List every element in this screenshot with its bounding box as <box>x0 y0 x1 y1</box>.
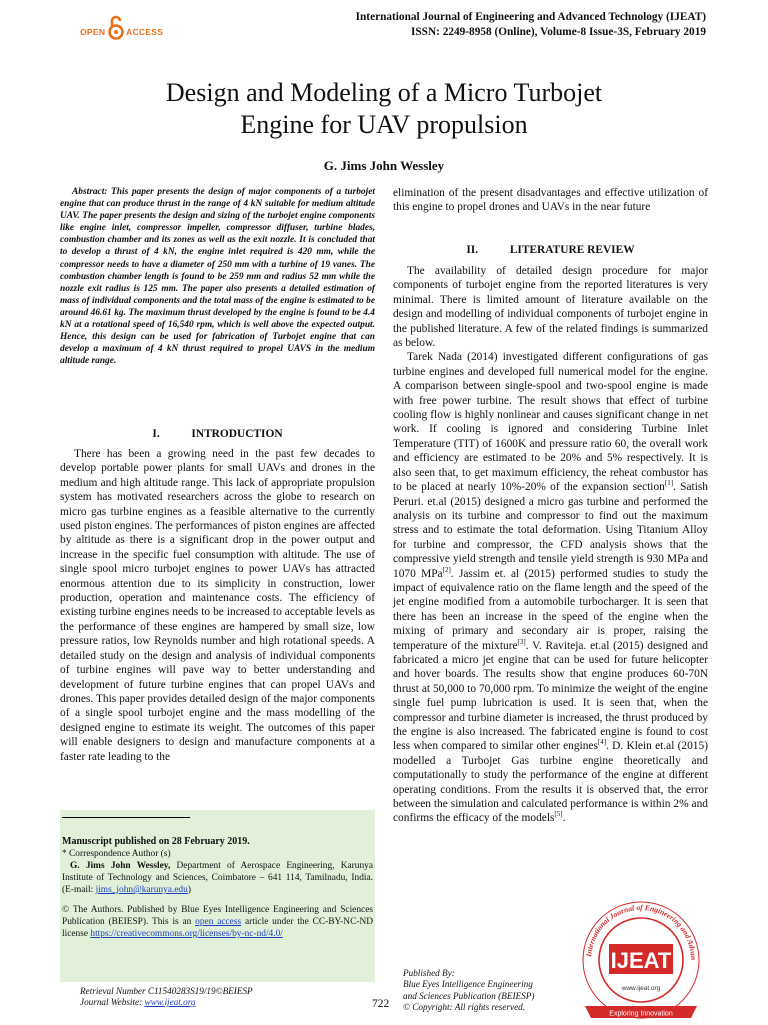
citation-ref: [3] <box>517 637 526 646</box>
website-link[interactable]: www.ijeat.org <box>144 997 196 1008</box>
abstract: Abstract: This paper presents the design of major components of a turbojet engine that can produce thrust in the range of 4 kN suitable for medium altitude UAV. The paper presents the design and sizing of the turbojet engine components like engine inlet, compressor impeller, compressor diffuser, turbine blades, combustion chamber and its zones as well as the exit nozzle. It is concluded that to develop a thrust of 4 kN, the engine inlet required is 420 mm, while the compressor needs to have a diameter of 250 mm with a turbine of 19 vanes. The combustion chamber length is found to be 259 mm and radius 52 mm while the nozzle exit radius is 125 mm. The paper also presents a detailed estimation of mass of individual components and the total mass of the engine is estimated to be around 46.61 kg. The maximum thrust developed by the engine is found to be 4.4 kN at a rotational speed of 16,540 rpm, which is well above the expected output. Hence, this design can be used for fabrication of Turbojet engine that can develop a maximum of 4 kN thrust required to propel UAVS in the medium altitude range. <box>60 187 375 367</box>
footnote-content <box>62 836 373 940</box>
license-link[interactable]: https://creativecommons.org/licenses/by-nc-nd/4.0/ <box>90 929 283 939</box>
website-label: Journal Website: <box>80 997 145 1008</box>
journal-header <box>356 10 706 39</box>
citation-ref: [5] <box>554 810 563 819</box>
retrieval-number: Retrieval Number C11540283S19/19©BEIESP <box>80 986 253 996</box>
journal-issn: ISSN: 2249-8958 (Online), Volume-8 Issue-3S, February 2019 <box>411 25 706 38</box>
publisher-block <box>403 968 534 1013</box>
publisher-line-1: Blue Eyes Intelligence Engineering <box>403 979 533 990</box>
lit-text: . V. Raviteja. et.al (2015) designed and fabricated a micro jet engine that can be used for future helicopter and hover boards. The results show that engine produces 60-70N thrust at 50,000 to 70,000 rpm. To minimize the weight of the engine single fuel pump lubrication is used. It is seen that, when the compressor and turbine diameter is increased, the thrust produced by the engine is also increased. The fabricated engine is found to cost less when compared to similar other engines <box>393 639 708 753</box>
published-by: Published By: <box>403 968 455 978</box>
affiliation-text: Department of Aerospace Engineering, Karunya Institute of Technology and Sciences, Coimbatore – 641 114, Tamilnadu, India. (E-mail: <box>62 861 373 895</box>
journal-website <box>80 997 253 1008</box>
title-line-2: Engine for UAV propulsion <box>240 110 528 139</box>
copyright-notice <box>62 904 373 940</box>
intro-continuation-text: elimination of the present disadvantages and effective utilization of this engine to propel drones and UAVs in the near future <box>393 187 708 214</box>
seal-banner-text: Exploring Innovation <box>609 1010 673 1018</box>
lit-text: . D. Klein et.al (2015) modelled a Turbojet Gas turbine engine theoretically and computationally to study the performance of the engine at different operating conditions. From the results it is observed that, the error between the simulation and calculated performance is within 2% and confirms the efficacy of the models <box>393 740 708 825</box>
page-number: 722 <box>372 998 390 1010</box>
section-number: I. <box>152 428 160 440</box>
lit-text: Tarek Nada (2014) investigated different configurations of gas turbine engines and developed full numerical model for the engine. A comparison between single-spool and two-spool engine is made with free power turbine. The result shows that effect of turbine cooling flow is highly nonlinear and causes significant change in net work. If cooling is ignored and considering Turbine Inlet Temperature (TIT) of 1600K and pressure ratio 60, the overall work and efficiency are estimated to be 20% and 5% respectively. It is also seen that, to get maximum efficiency, the reheat combustor has to be placed at nearly 10%-20% of the expansion section <box>393 351 708 494</box>
copyright-text-1: © The Authors. Published by Blue Eyes Intelligence Engineering and Sciences Publication (BEIESP). This is an <box>62 905 373 927</box>
footnote-rule <box>62 817 190 818</box>
section-title: LITERATURE REVIEW <box>509 244 635 256</box>
lit-text: . Satish Peruri. et.al (2015) designed a micro gas turbine and performed the analysis on its turbine and compressor to find out the maximum stress and to estimate the total deformation. Using Titanium Alloy for turbine and compressor, the CFD analysis shows that the compressive yield strength and tensile yield strength is 930 MPa and 1070 MPa <box>393 481 708 580</box>
correspondence-label: * Correspondence Author (s) <box>62 849 171 859</box>
seal-arc-text: International Journal of Engineering and Advan <box>584 902 699 961</box>
manuscript-published: Manuscript published on 28 February 2019. <box>62 836 250 847</box>
author-affiliation <box>62 860 373 896</box>
ijeat-seal-graphic <box>565 898 717 1020</box>
citation-ref: [1] <box>664 479 674 488</box>
logo-open-text: OPEN <box>80 27 106 37</box>
citation-ref: [4] <box>597 738 607 747</box>
logo-access-text: ACCESS <box>126 27 164 37</box>
lit-text: . Jassim et. al (2015) performed studies to study the impact of equivalence ratio on the flame length and the speed of the jet engine modified from a automobile turbocharger. It is seen that there has been an increase in the speed of the engine when the mixing of primary and secondary air is proper, raising the temperature of the mixture <box>393 567 708 652</box>
ijeat-seal <box>565 898 717 1020</box>
seal-url-text: www.ijeat.org <box>621 985 661 992</box>
lit-text: . <box>562 812 566 825</box>
open-access-lock-icon <box>108 15 124 41</box>
publisher-line-2: and Sciences Publication (BEIESP) <box>403 990 535 1001</box>
section-number: II. <box>466 244 479 256</box>
literature-paragraph-1: The availability of detailed design procedure for major components of turbojet engine from the reported literatures is very minimal. There is limited amount of literature available on the design and modelling of individual components of turbojet engine in the published literature. A few of the related findings is summarized as below. <box>393 265 708 350</box>
introduction-body <box>60 447 375 764</box>
open-access-logo <box>80 13 170 47</box>
copyright-text-2: article under the CC-BY-NC-ND license <box>62 917 373 939</box>
citation-ref: [2] <box>442 565 451 574</box>
seal-center-text: IJEAT <box>610 948 672 973</box>
copyright-line: © Copyright: All rights reserved. <box>403 1001 526 1012</box>
section-heading-introduction <box>60 428 375 440</box>
paper-title <box>60 77 708 141</box>
journal-name: International Journal of Engineering and Advanced Technology (IJEAT) <box>355 11 706 23</box>
intro-paragraph: There has been a growing need in the past few decades to develop portable power plants for small UAVs and drones in the medium and high altitude range. This lack of appropriate propulsion system has motivated researchers across the globe to research on micro gas turbine engines as a feasible alternative to the currently used piston engines. The performances of piston engines are affected by altitude as there is a significant drop in the power output and increase in the specific fuel consumption with altitude. The use of single spool micro turbojet engines to power UAVs has attracted enormous attention due to its simplicity in construction, lower production, operation and maintenance costs. The efficiency of existing turbine engines needs to be increased to acceptable levels as the performance of these engines are hampered by small size, low pressure ratios, low Reynolds number and high rotational speeds. A detailed study on the design and analysis of individual components of turbine engines will pave way to better understanding and development of future turbine engines that can propel UAVs and drones. This paper provides detailed design of the major components of a single spool turbojet engine and the mass modelling of the designed engine to estimate its weight. The outcomes of this paper will enable designers to design and manufacture components at a faster rate leading to the <box>60 448 375 763</box>
section-title: INTRODUCTION <box>191 428 283 440</box>
intro-continuation <box>393 186 708 215</box>
affiliation-author-name: G. Jims John Wessley, <box>70 861 171 871</box>
affiliation-end: ) <box>187 885 191 895</box>
literature-body <box>393 264 708 826</box>
open-access-link[interactable]: open access <box>195 917 242 927</box>
author-email-link[interactable]: jims_john@karunya.edu <box>95 885 188 895</box>
author-name: G. Jims John Wessley <box>323 158 445 173</box>
title-line-1: Design and Modeling of a Micro Turbojet <box>165 78 603 107</box>
section-heading-literature <box>393 244 708 256</box>
literature-paragraph-2 <box>393 350 708 825</box>
footer-left <box>80 986 253 1009</box>
